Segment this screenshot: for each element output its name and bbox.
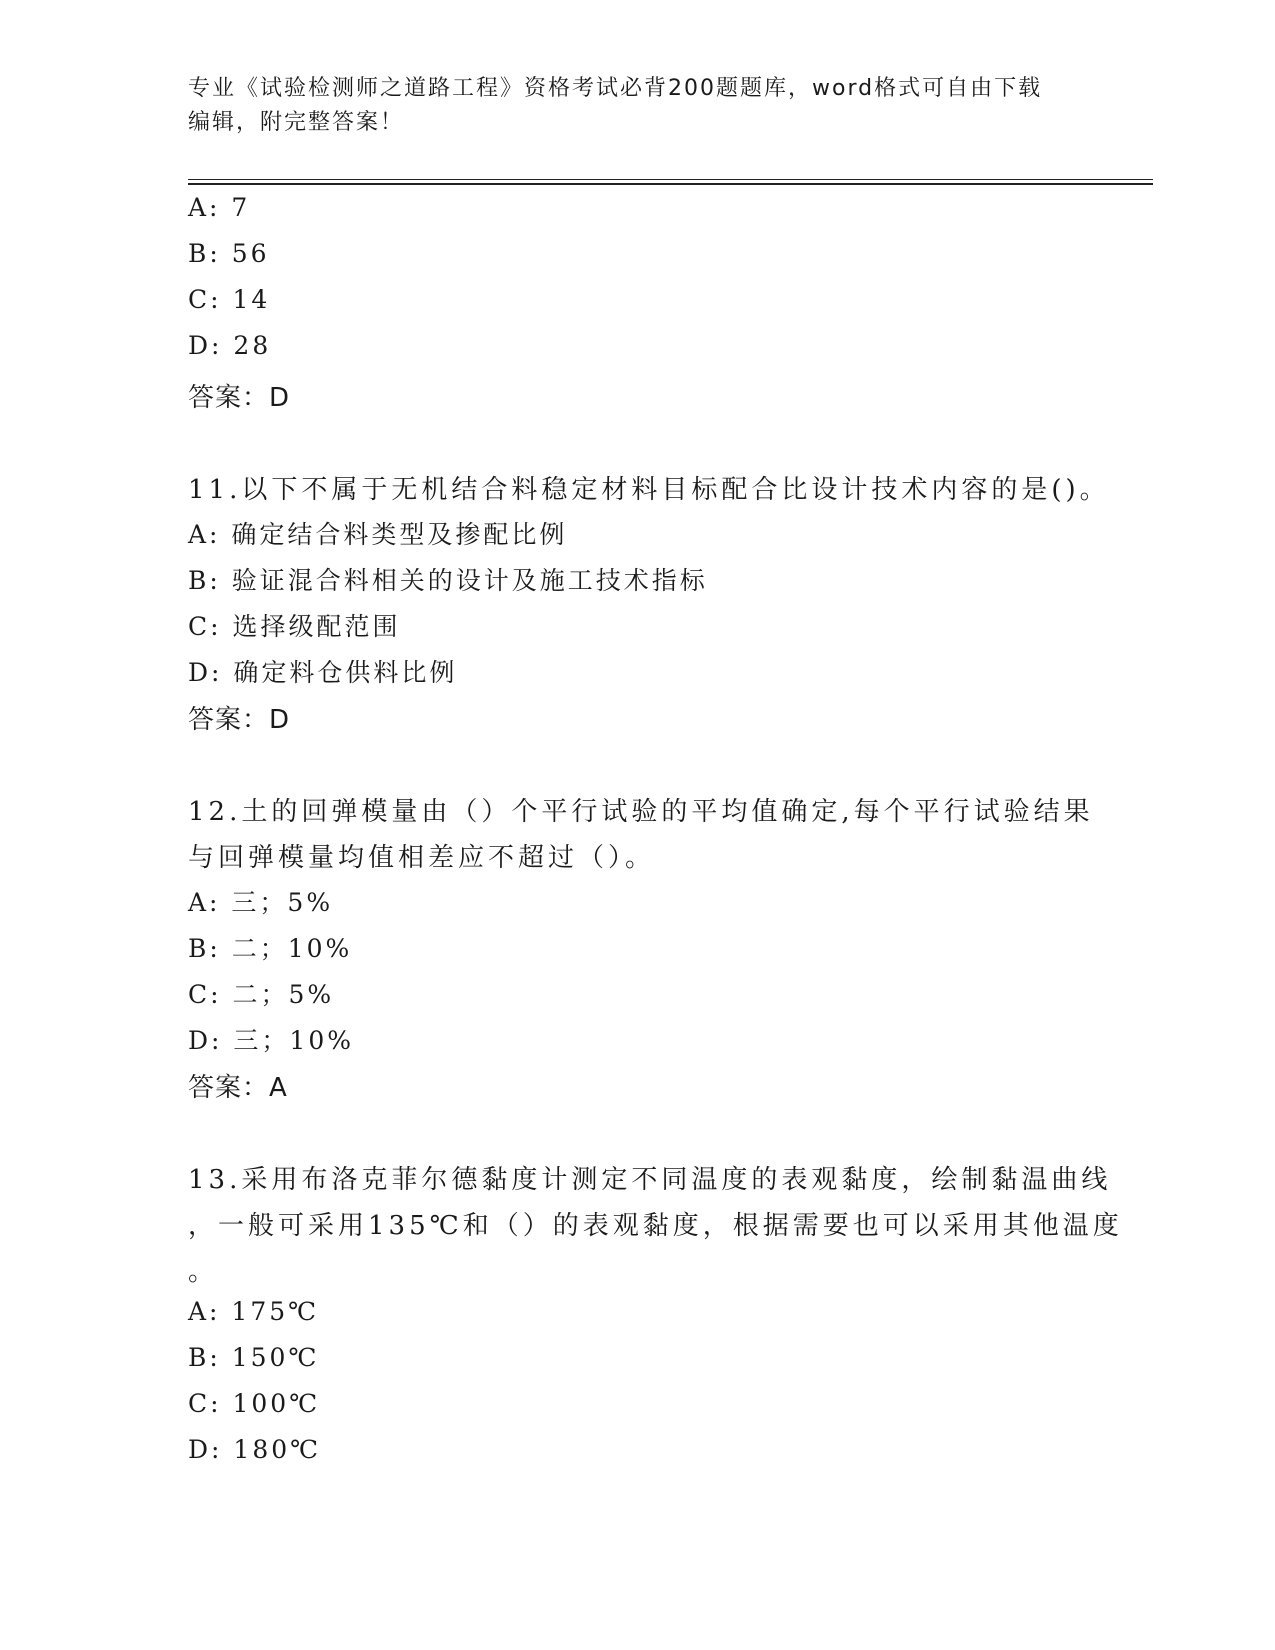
answer-label: 答案：D — [188, 705, 291, 735]
option-d: D: 三；10% — [188, 1026, 354, 1055]
question-title-line-2: 与回弹模量均值相差应不超过（）。 — [188, 843, 656, 873]
option-a: A: 三；5% — [188, 888, 334, 917]
header-line-2: 编辑，附完整答案！ — [188, 110, 405, 135]
option-c: C: 二；5% — [188, 980, 335, 1009]
option-b: B: 150℃ — [188, 1343, 320, 1372]
option-b: B: 56 — [188, 239, 270, 268]
option-c: C: 100℃ — [188, 1389, 321, 1418]
option-a: A: 确定结合料类型及掺配比例 — [188, 520, 568, 549]
option-b: B: 二；10% — [188, 934, 353, 963]
header-divider-thick — [188, 183, 1153, 185]
option-d: D: 180℃ — [188, 1435, 322, 1464]
question-title-line-2: ，一般可采用135℃和（）的表观黏度，根据需要也可以采用其他温度 — [188, 1211, 1123, 1241]
answer-label: 答案：D — [188, 383, 291, 413]
question-title: 11.以下不属于无机结合料稳定材料目标配合比设计技术内容的是()。 — [188, 475, 1110, 505]
question-title-line-1: 13.采用布洛克菲尔德黏度计测定不同温度的表观黏度，绘制黏温曲线 — [188, 1165, 1112, 1195]
question-title-line-3: 。 — [188, 1257, 219, 1287]
option-a: A: 7 — [188, 193, 251, 222]
option-a: A: 175℃ — [188, 1297, 320, 1326]
option-d: D: 28 — [188, 331, 272, 360]
header-divider-thin — [188, 179, 1153, 180]
option-d: D: 确定料仓供料比例 — [188, 658, 458, 687]
document-header — [188, 72, 1068, 140]
question-title-line-1: 12.土的回弹模量由（）个平行试验的平均值确定,每个平行试验结果 — [188, 797, 1094, 827]
option-c: C: 14 — [188, 285, 271, 314]
answer-label: 答案：A — [188, 1073, 288, 1103]
header-line-1: 专业《试验检测师之道路工程》资格考试必背200题题库，word格式可自由下载 — [188, 76, 1043, 101]
option-b: B: 验证混合料相关的设计及施工技术指标 — [188, 566, 708, 595]
option-c: C: 选择级配范围 — [188, 612, 401, 641]
